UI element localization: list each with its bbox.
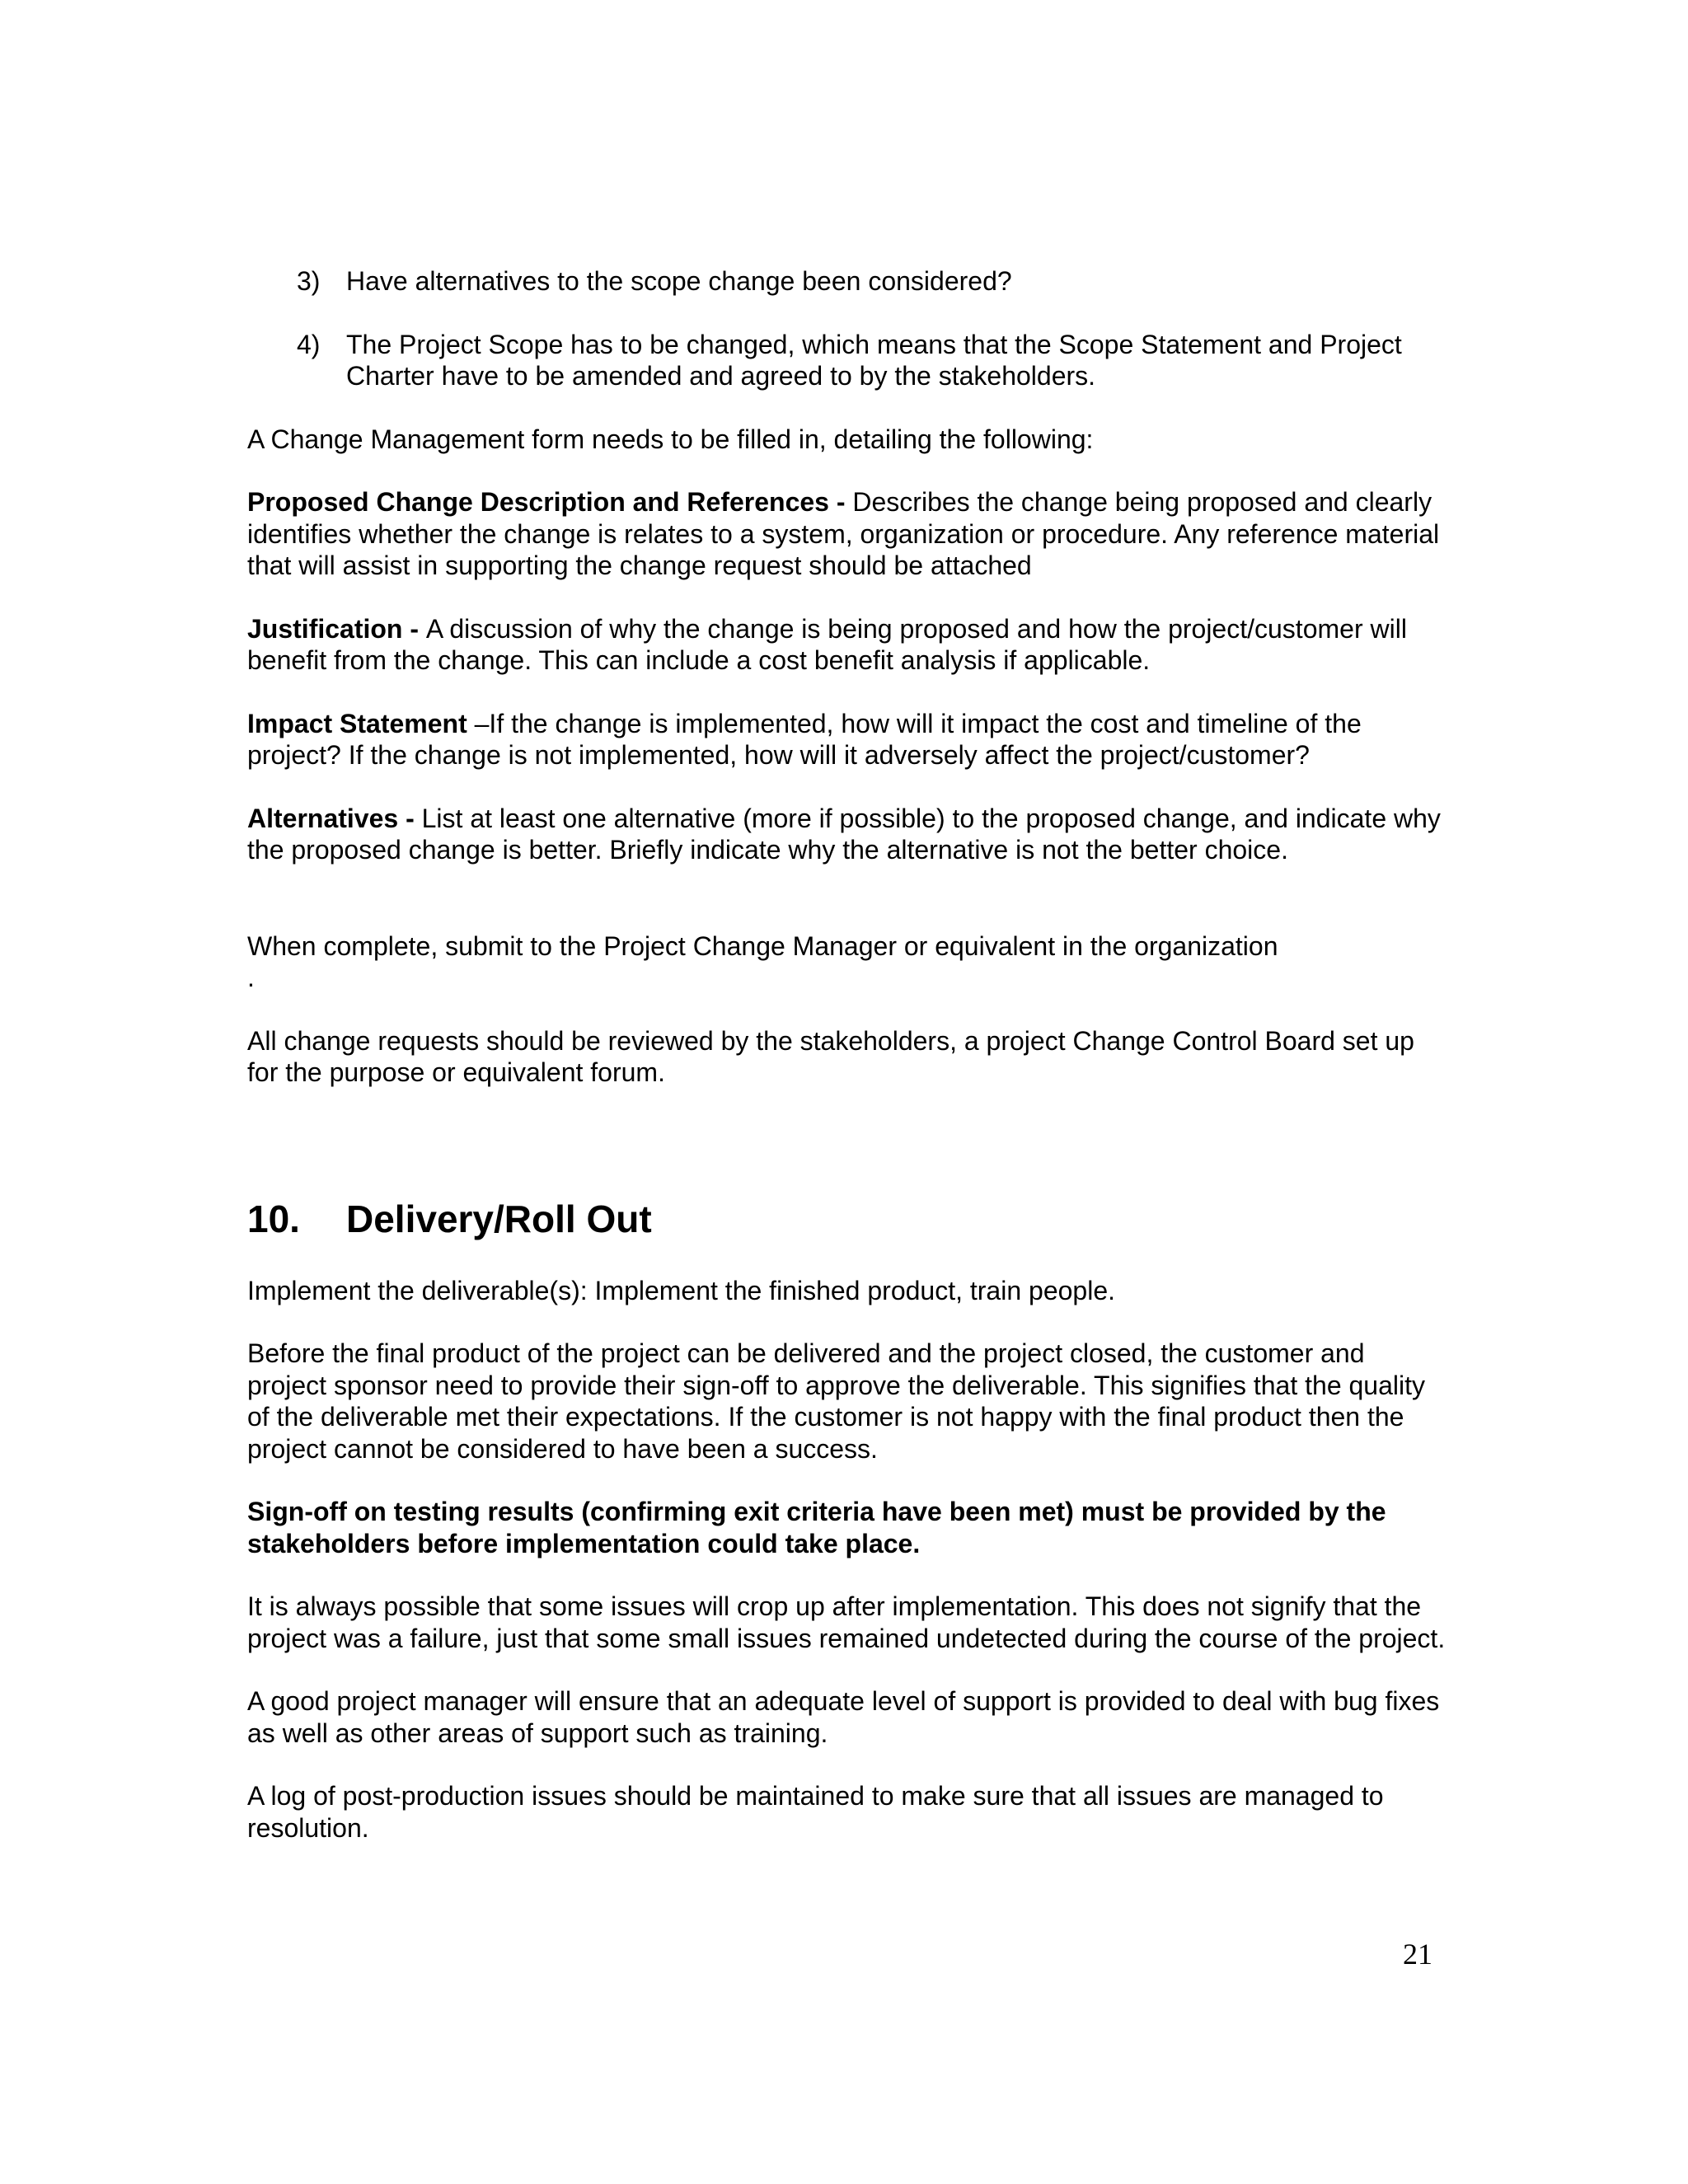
field-text: A discussion of why the change is being proposed and how the project/customer will benefit from the change. This can include a cost benefit analysis if applicable. [247, 613, 1407, 675]
field-label: Justification - [247, 613, 426, 644]
section-number: 10. [247, 1197, 300, 1240]
section-title: Delivery/Roll Out [346, 1197, 652, 1240]
delivery-paragraph-5: A good project manager will ensure that an adequate level of support is provided to deal with bug fixes as well as other areas of support such as training. [247, 1686, 1440, 1748]
list-item [247, 329, 1451, 392]
field-proposed-change [247, 486, 1451, 582]
field-text: –If the change is implemented, how will it impact the cost and timeline of the project? If the change is not implemented, how will it adversely affect the project/customer? [247, 708, 1362, 770]
review-paragraph: All change requests should be reviewed by the stakeholders, a project Change Control Board set up for the purpose or equivalent forum. [247, 1025, 1414, 1087]
field-text: List at least one alternative (more if possible) to the proposed change, and indicate why the proposed change is better. Briefly indicate why the alternative is not the better choice. [247, 803, 1441, 865]
submit-dot: . [247, 963, 255, 992]
list-item-text: Have alternatives to the scope change been considered? [346, 266, 1012, 296]
field-alternatives [247, 803, 1451, 866]
delivery-paragraph-2: Before the final product of the project can be delivered and the project closed, the customer and project sponsor need to provide their sign-off to approve the deliverable. This signifies that the quality of the deliverable met their expectations. If the customer is not happy with the final product then the project cannot be considered to have been a success. [247, 1338, 1425, 1464]
section-heading [247, 1196, 1451, 1242]
list-item-number: 4) [297, 329, 321, 359]
page-content [247, 265, 1451, 1875]
submit-text: When complete, submit to the Project Change Manager or equivalent in the organization [247, 930, 1278, 961]
field-label: Impact Statement [247, 708, 475, 738]
delivery-paragraph-4: It is always possible that some issues will crop up after implementation. This does not signify that the project was a failure, just that some small issues remained undetected during the course of the project. [247, 1591, 1446, 1653]
delivery-paragraph-6: A log of post-production issues should be maintained to make sure that all issues are managed to resolution. [247, 1781, 1384, 1843]
field-justification [247, 613, 1451, 677]
list-item-number: 3) [297, 266, 321, 296]
signoff-bold-text: Sign-off on testing results (confirming exit criteria have been met) must be provided by the stakeholders before implementation could take place. [247, 1497, 1386, 1558]
field-text: Describes the change being proposed and clearly identifies whether the change is relates to a system, organization or procedure. Any reference material that will assist in supporting the change request should be attached [247, 487, 1440, 580]
page-number: 21 [1403, 1938, 1432, 1971]
field-label: Proposed Change Description and References - [247, 487, 853, 517]
field-impact-statement [247, 708, 1451, 771]
list-item [247, 265, 1451, 298]
field-label: Alternatives - [247, 803, 422, 833]
list-item-text: The Project Scope has to be changed, which means that the Scope Statement and Project Charter have to be amended and agreed to by the stakeholders. [346, 329, 1402, 391]
delivery-paragraph-1: Implement the deliverable(s): Implement the finished product, train people. [247, 1275, 1115, 1305]
intro-paragraph: A Change Management form needs to be filled in, detailing the following: [247, 424, 1094, 454]
submit-paragraph [247, 930, 1451, 994]
delivery-paragraph-3 [247, 1496, 1451, 1559]
